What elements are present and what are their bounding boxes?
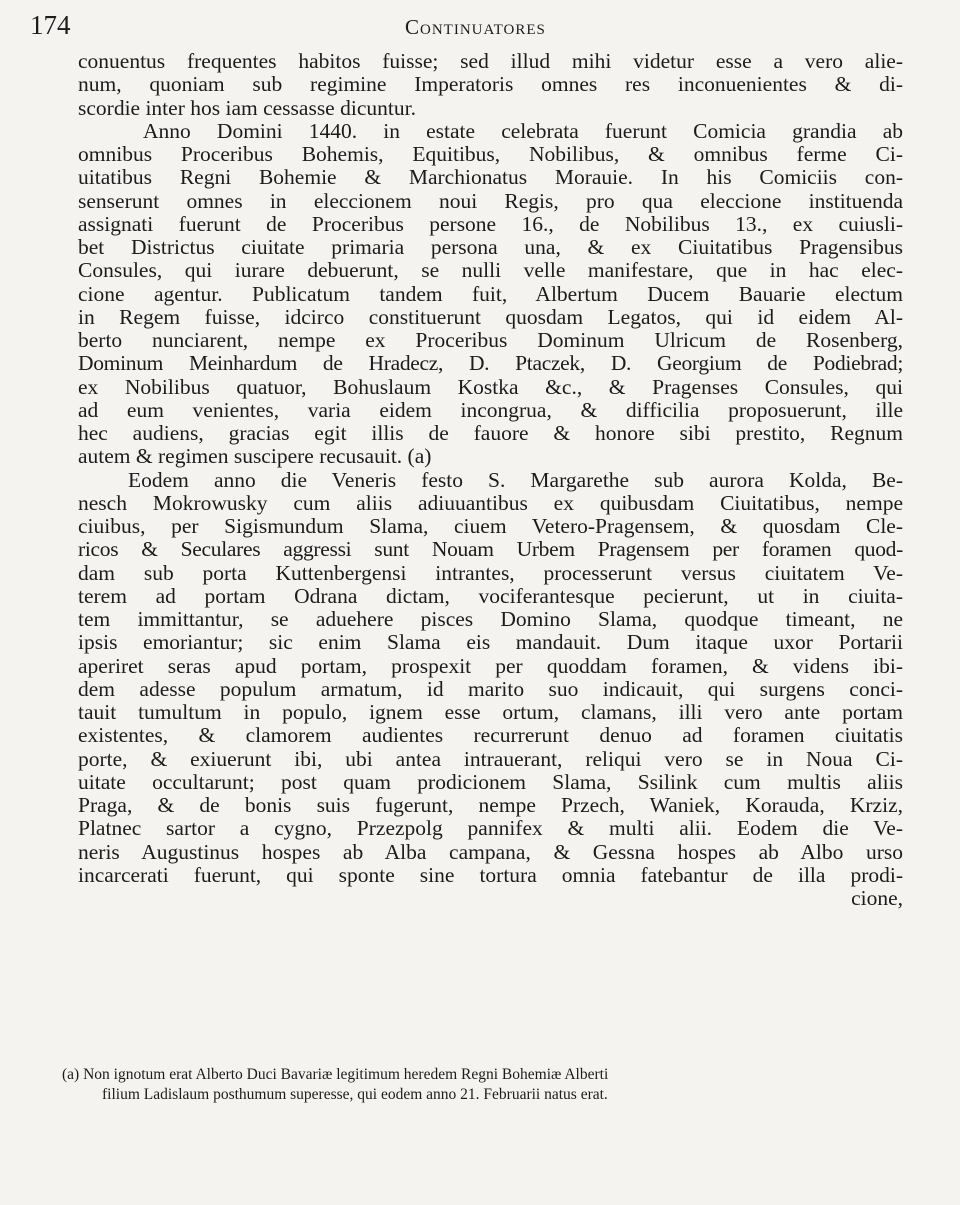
footnote-line: (a) Non ignotum erat Alberto Duci Bavariæ legitimum heredem Regni Bohemiæ Alberti [62, 1066, 609, 1083]
text-line: nesch Mokrowusky cum aliis adiuuantibus ex quibusdam Ciuitatibus, nempe [78, 490, 903, 515]
text-line: scordie inter hos iam cessasse dicuntur. [78, 95, 416, 120]
text-line: dem adesse populum armatum, id marito suo indicauit, qui surgens conci- [78, 676, 903, 701]
text-line: uitate occultarunt; post quam prodicionem Slama, Ssilink cum multis aliis [78, 769, 903, 794]
text-line: tem immittantur, se aduehere pisces Domino Slama, quodque timeant, ne [78, 607, 903, 631]
text-line: aperiret seras apud portam, prospexit per quoddam foramen, & videns ibi- [78, 653, 903, 678]
running-title: Continuatores [405, 15, 546, 39]
text-line: ricos & Seculares aggressi sunt Nouam Urbem Pragensem per foramen quod- [78, 537, 903, 562]
text-line: Eodem anno die Veneris festo S. Margarethe sub aurora Kolda, Be- [128, 467, 903, 492]
text-line: ipsis emoriantur; sic enim Slama eis mandauit. Dum itaque uxor Portarii [78, 630, 903, 655]
text-line: senserunt omnes in eleccionem noui Regis, pro qua eleccione instituenda [78, 188, 903, 213]
footnote [62, 1065, 862, 1105]
text-line: incarcerati fuerunt, qui sponte sine tortura omnia fatebantur de illa prodi- [78, 862, 903, 887]
text-line: berto nunciarent, nempe ex Proceribus Dominum Ulricum de Rosenberg, [78, 328, 903, 352]
text-line: bet Districtus ciuitate primaria persona una, & ex Ciuitatibus Pragensibus [78, 235, 903, 259]
text-line: cione agentur. Publicatum tandem fuit, Albertum Ducem Bauarie electum [78, 281, 903, 306]
footnote-line: filium Ladislaum posthumum superesse, qui eodem anno 21. Februarii natus erat. [102, 1086, 608, 1103]
text-line: in Regem fuisse, idcirco constituerunt quosdam Legatos, qui id eidem Al- [78, 304, 903, 329]
text-line: existentes, & clamorem audientes recurrerunt denuo ad foramen ciuitatis [78, 723, 903, 748]
text-line: Dominum Meinhardum de Hradecz, D. Ptaczek, D. Georgium de Podiebrad; [78, 351, 903, 376]
text-line: ex Nobilibus quatuor, Bohuslaum Kostka &c., & Pragenses Consules, qui [78, 374, 903, 399]
text-line: autem & regimen suscipere recusauit. (a) [78, 444, 432, 469]
text-line: dam sub porta Kuttenbergensi intrantes, processerunt versus ciuitatem Ve- [78, 560, 903, 585]
text-line: neris Augustinus hospes ab Alba campana, & Gessna hospes ab Albo urso [78, 839, 903, 864]
body-text [78, 50, 903, 910]
text-line: ciuibus, per Sigismundum Slama, ciuem Vetero-Pragensem, & quosdam Cle- [78, 514, 903, 538]
text-line: Consules, qui iurare debuerunt, se nulli velle manifestare, que in hac elec- [78, 258, 903, 283]
text-line: tauit tumultum in populo, ignem esse ortum, clamans, illi vero ante portam [78, 700, 903, 724]
text-line: Anno Domini 1440. in estate celebrata fuerunt Comicia grandia ab [143, 118, 903, 143]
page-header [0, 10, 960, 44]
text-line: assignati fuerunt de Proceribus persone 16., de Nobilibus 13., ex cuiusli- [78, 211, 903, 236]
text-line: Praga, & de bonis suis fugerunt, nempe Przech, Waniek, Korauda, Krziz, [78, 793, 903, 817]
text-line: omnibus Proceribus Bohemis, Equitibus, Nobilibus, & omnibus ferme Ci- [78, 142, 903, 166]
text-line: Platnec sartor a cygno, Przezpolg pannifex & multi alii. Eodem die Ve- [78, 816, 903, 841]
text-line: conuentus frequentes habitos fuisse; sed illud mihi videtur esse a vero alie- [78, 49, 903, 73]
text-line: hec audiens, gracias egit illis de fauore & honore sibi prestito, Regnum [78, 421, 903, 445]
text-line: cione, [851, 886, 903, 910]
text-line: uitatibus Regni Bohemie & Marchionatus Morauie. In his Comiciis con- [78, 165, 903, 190]
text-line: ad eum venientes, varia eidem incongrua, & difficilia proposuerunt, ille [78, 397, 903, 422]
text-line: num, quoniam sub regimine Imperatoris omnes res inconuenientes & di- [78, 72, 903, 97]
page-number: 174 [30, 10, 71, 40]
text-line: terem ad portam Odrana dictam, vociferantesque pecierunt, ut in ciuita- [78, 583, 903, 608]
text-line: porte, & exiuerunt ibi, ubi antea intrauerant, reliqui vero se in Noua Ci- [78, 746, 903, 771]
